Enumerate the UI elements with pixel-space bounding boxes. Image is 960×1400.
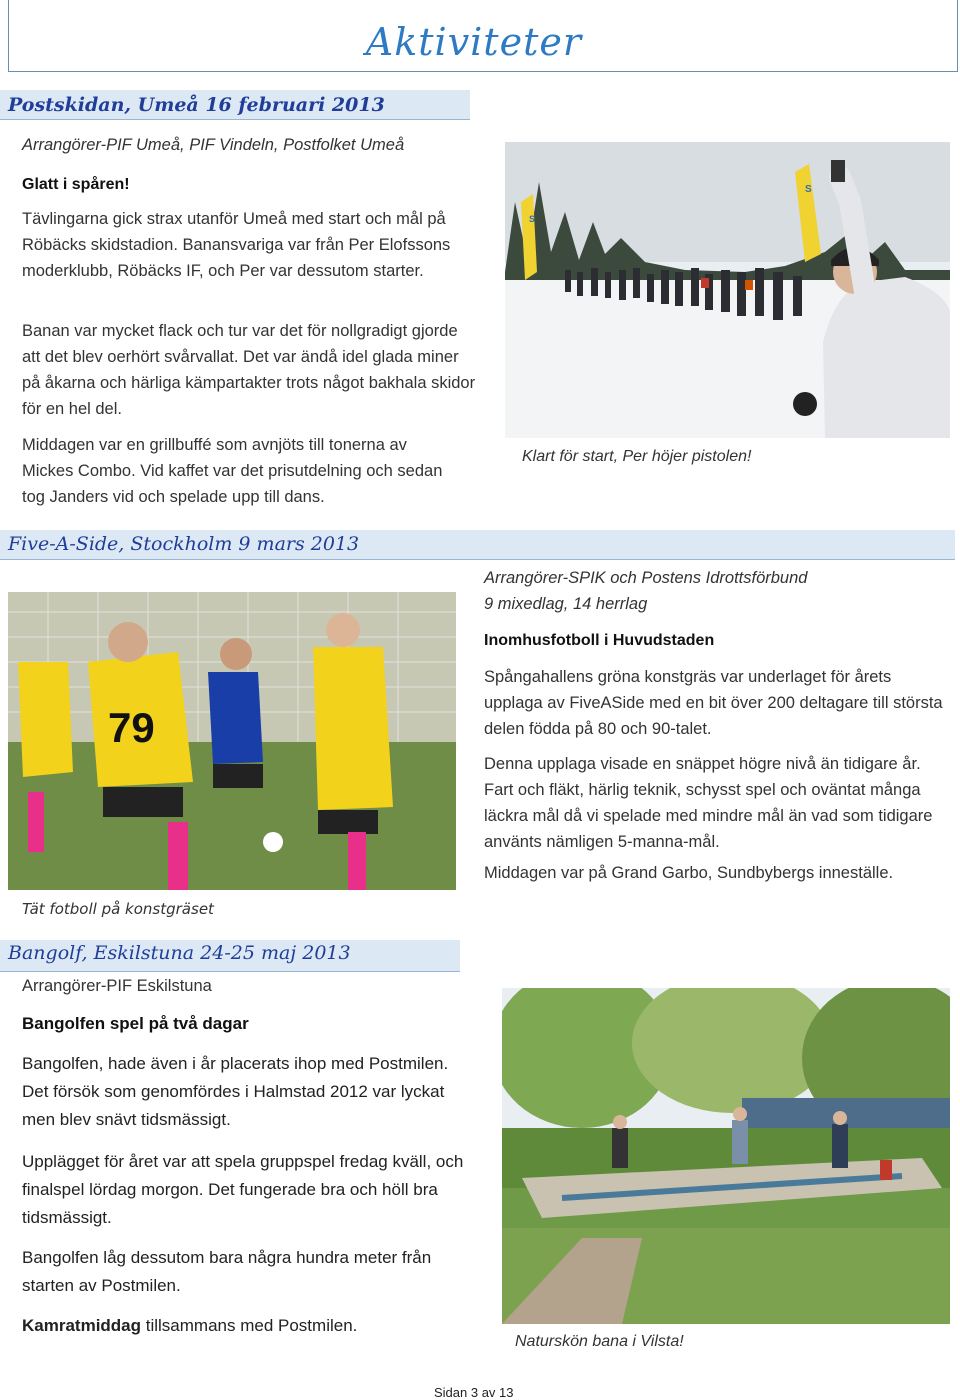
subheading-bangolf: Bangolfen spel på två dagar: [22, 1014, 249, 1033]
caption-football-photo: Tät fotboll på konstgräset: [22, 900, 214, 918]
caption-ski-photo: Klart för start, Per höjer pistolen!: [522, 448, 752, 465]
page-title: Aktiviteter: [365, 20, 582, 64]
paragraph-five-a-side-2: Denna upplaga visade en snäppet högre nivå än tidigare år. Fart och fläkt, härlig teknik, schysst spel och oväntat många läckra mål då vi spelade med mindre mål än vad som tidigare använts nämligen 5-manna-mål.: [484, 755, 933, 851]
paragraph-five-a-side-3: Middagen var på Grand Garbo, Sundbybergs inneställe.: [484, 864, 894, 882]
paragraph-postskidan-3: Middagen var en grillbuffé som avnjöts till tonerna av Mickes Combo. Vid kaffet var det prisutdelning och sedan tog Janders vid och spelade upp till dans.: [22, 436, 443, 506]
paragraph-bangolf-4: [22, 1312, 472, 1340]
kamratmiddag-rest: tillsammans med Postmilen.: [141, 1316, 358, 1335]
kamratmiddag-bold: Kamratmiddag: [22, 1316, 142, 1335]
paragraph-postskidan-1: Tävlingarna gick strax utanför Umeå med start och mål på Röbäcks skidstadion. Banansvariga var från Per Elofssons moderklubb, Röbäcks IF, och Per var dessutom starter.: [22, 210, 451, 280]
section-title-five-a-side: Five-A-Side, Stockholm 9 mars 2013: [8, 533, 360, 555]
organizers-five-a-side: Arrangörer-SPIK och Postens Idrottsförbund: [484, 569, 808, 587]
page-footer: Sidan 3 av 13: [434, 1385, 514, 1400]
paragraph-five-a-side-1: Spångahallens gröna konstgräs var underlaget för årets upplaga av FiveASide med en bit över 200 deltagare till största delen födda på 80 och 90-talet.: [484, 668, 943, 738]
shirt-number: 79: [108, 704, 155, 751]
ski-race-photo: [505, 142, 950, 438]
section-title-bangolf: Bangolf, Eskilstuna 24-25 maj 2013: [8, 942, 351, 964]
paragraph-bangolf-2: Upplägget för året var att spela gruppspel fredag kväll, och finalspel lördag morgon. Det fungerade bra och höll bra tidsmässigt.: [22, 1152, 464, 1227]
teams-five-a-side: 9 mixedlag, 14 herrlag: [484, 595, 648, 613]
organizers-bangolf: Arrangörer-PIF Eskilstuna: [22, 977, 212, 995]
section-title-postskidan: Postskidan, Umeå 16 februari 2013: [8, 94, 385, 116]
football-photo: [8, 592, 456, 890]
caption-minigolf-photo: Naturskön bana i Vilsta!: [515, 1333, 684, 1350]
paragraph-postskidan-2: Banan var mycket flack och tur var det för nollgradigt gjorde att det blev oerhört svårvallat. Det var ändå idel glada miner på åkarna och härliga kämpartakter trots något bakhala skidor för en hel del.: [22, 322, 476, 418]
paragraph-bangolf-1: Bangolfen, hade även i år placerats ihop med Postmilen. Det försök som genomfördes i Halmstad 2012 var lyckat men blev snävt tidsmässigt.: [22, 1054, 449, 1129]
svg-text:S: S: [805, 184, 812, 195]
svg-text:S: S: [529, 214, 536, 224]
organizers-postskidan: Arrangörer-PIF Umeå, PIF Vindeln, Postfolket Umeå: [22, 136, 405, 154]
minigolf-photo: [502, 988, 950, 1324]
subheading-postskidan: Glatt i spåren!: [22, 176, 130, 193]
subheading-five-a-side: Inomhusfotboll i Huvudstaden: [484, 632, 715, 649]
paragraph-bangolf-3: Bangolfen låg dessutom bara några hundra meter från starten av Postmilen.: [22, 1248, 432, 1295]
